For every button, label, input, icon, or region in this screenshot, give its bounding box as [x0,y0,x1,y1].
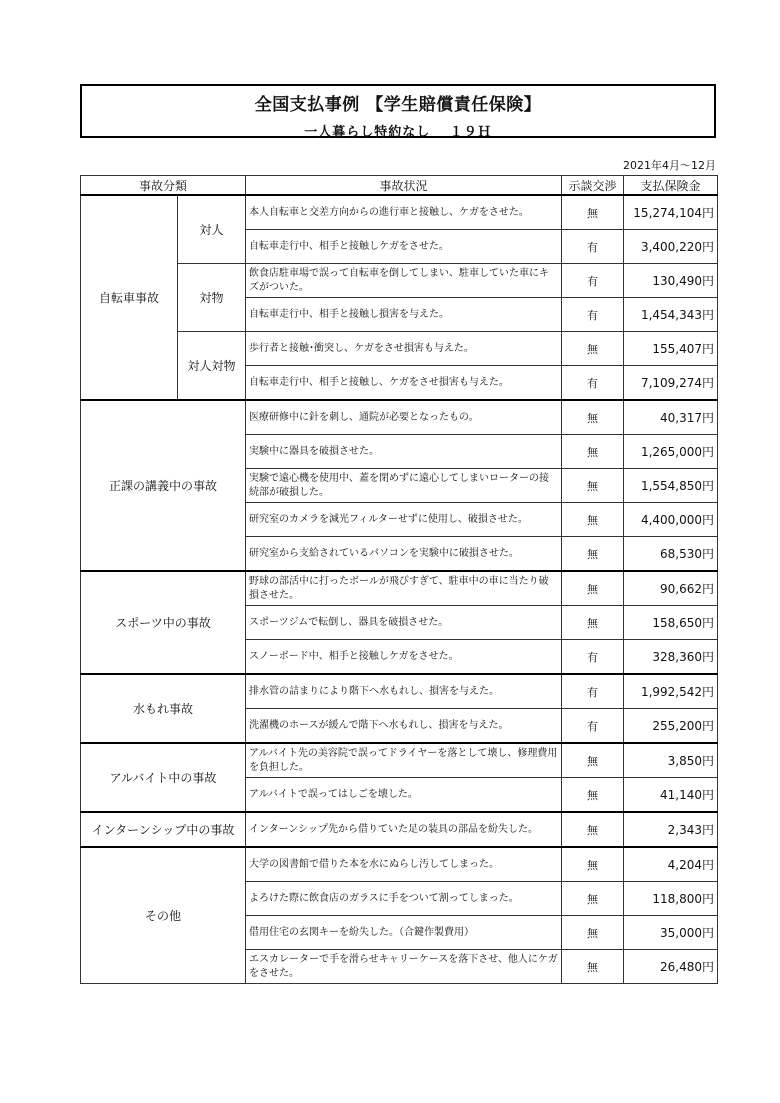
negotiation-flag: 有 [562,230,624,264]
case-description: 本人自転車と交差方向からの進行車と接触し、ケガをさせた。 [246,195,562,230]
category-water-leak: 水もれ事故 [81,674,246,743]
case-description: 研究室から支給されているパソコンを実験中に破損させた。 [246,537,562,572]
case-description: 野球の部活中に打ったボールが飛びすぎて、駐車中の車に当たり破損させた。 [246,571,562,606]
case-description: 飲食店駐車場で誤って自転車を倒してしまい、駐車していた車にキズがついた。 [246,264,562,298]
payment-amount: 2,343円 [624,812,718,847]
negotiation-flag: 無 [562,469,624,503]
payment-amount: 3,400,220円 [624,230,718,264]
case-description: 自転車走行中、相手と接触し、ケガをさせ損害も与えた。 [246,366,562,401]
negotiation-flag: 無 [562,916,624,950]
payment-amount: 7,109,274円 [624,366,718,401]
payment-amount: 1,265,000円 [624,435,718,469]
subcategory-person-property: 対人対物 [178,332,246,401]
table-row [81,195,718,230]
negotiation-flag: 有 [562,709,624,744]
category-bicycle: 自転車事故 [81,195,178,400]
negotiation-flag: 無 [562,606,624,640]
negotiation-flag: 無 [562,882,624,916]
case-description: 洗濯機のホースが緩んで階下へ水もれし、損害を与えた。 [246,709,562,744]
table-row [81,847,718,882]
subcategory-property: 対物 [178,264,246,332]
negotiation-flag: 無 [562,743,624,778]
payment-amount: 26,480円 [624,950,718,984]
document-subtitle: 一人暮らし特約なし １９Ｈ [304,125,492,140]
payment-amount: 255,200円 [624,709,718,744]
payment-amount: 15,274,104円 [624,195,718,230]
negotiation-flag: 無 [562,400,624,435]
case-description: 歩行者と接触･衝突し、ケガをさせ損害も与えた。 [246,332,562,366]
header-amount: 支払保険金 [624,176,718,196]
table-row [81,743,718,778]
case-description: 排水管の詰まりにより階下へ水もれし、損害を与えた。 [246,674,562,709]
case-description: 実験で遠心機を使用中、蓋を閉めずに遠心してしまいローターの接続部が破損した。 [246,469,562,503]
payment-amount: 4,400,000円 [624,503,718,537]
negotiation-flag: 無 [562,435,624,469]
document-title: 全国支払事例 【学生賠償責任保険】 [254,95,542,115]
negotiation-flag: 無 [562,950,624,984]
case-description: インターンシップ先から借りていた足の装具の部品を紛失した。 [246,812,562,847]
case-description: 大学の図書館で借りた本を水にぬらし汚してしまった。 [246,847,562,882]
subcategory-person: 対人 [178,195,246,264]
case-description: よろけた際に飲食店のガラスに手をついて割ってしまった。 [246,882,562,916]
negotiation-flag: 無 [562,847,624,882]
case-description: 自転車走行中、相手と接触しケガをさせた。 [246,230,562,264]
payment-amount: 3,850円 [624,743,718,778]
case-description: スポーツジムで転倒し、器具を破損させた。 [246,606,562,640]
payment-amount: 158,650円 [624,606,718,640]
payment-amount: 118,800円 [624,882,718,916]
payment-amount: 41,140円 [624,778,718,813]
negotiation-flag: 無 [562,537,624,572]
negotiation-flag: 有 [562,640,624,675]
case-description: エスカレーターで手を滑らせキャリーケースを落下させ、他人にケガをさせた。 [246,950,562,984]
negotiation-flag: 有 [562,366,624,401]
payment-amount: 1,554,850円 [624,469,718,503]
category-other: その他 [81,847,246,984]
payment-amount: 1,454,343円 [624,298,718,332]
payment-amount: 328,360円 [624,640,718,675]
negotiation-flag: 無 [562,332,624,366]
header-situation: 事故状況 [246,176,562,196]
header-negotiation: 示談交渉 [562,176,624,196]
payment-amount: 155,407円 [624,332,718,366]
category-sports: スポーツ中の事故 [81,571,246,674]
case-description: 医療研修中に針を刺し、通院が必要となったもの。 [246,400,562,435]
negotiation-flag: 無 [562,812,624,847]
payment-amount: 90,662円 [624,571,718,606]
table-row [81,674,718,709]
payment-amount: 4,204円 [624,847,718,882]
payment-amount: 130,490円 [624,264,718,298]
case-description: スノーボード中、相手と接触しケガをさせた。 [246,640,562,675]
category-lecture: 正課の講義中の事故 [81,400,246,571]
case-description: アルバイトで誤ってはしごを壊した。 [246,778,562,813]
table-row [81,812,718,847]
payment-amount: 35,000円 [624,916,718,950]
negotiation-flag: 有 [562,674,624,709]
payment-amount: 1,992,542円 [624,674,718,709]
negotiation-flag: 無 [562,503,624,537]
claims-table [80,175,718,984]
negotiation-flag: 無 [562,195,624,230]
case-description: 借用住宅の玄関キーを紛失した。（合鍵作製費用） [246,916,562,950]
table-row [81,400,718,435]
category-parttime: アルバイト中の事故 [81,743,246,812]
case-description: アルバイト先の美容院で誤ってドライヤーを落として壊し、修理費用を負担した。 [246,743,562,778]
table-header-row [81,176,718,196]
category-internship: インターンシップ中の事故 [81,812,246,847]
negotiation-flag: 有 [562,264,624,298]
period-label: 2021年4月～12月 [623,159,716,172]
case-description: 研究室のカメラを減光フィルターせずに使用し、破損させた。 [246,503,562,537]
case-description: 自転車走行中、相手と接触し損害を与えた。 [246,298,562,332]
payment-amount: 68,530円 [624,537,718,572]
negotiation-flag: 無 [562,571,624,606]
negotiation-flag: 無 [562,778,624,813]
case-description: 実験中に器具を破損させた。 [246,435,562,469]
payment-amount: 40,317円 [624,400,718,435]
header-category: 事故分類 [81,176,246,196]
document-title-box [80,84,716,138]
negotiation-flag: 有 [562,298,624,332]
table-row [81,571,718,606]
